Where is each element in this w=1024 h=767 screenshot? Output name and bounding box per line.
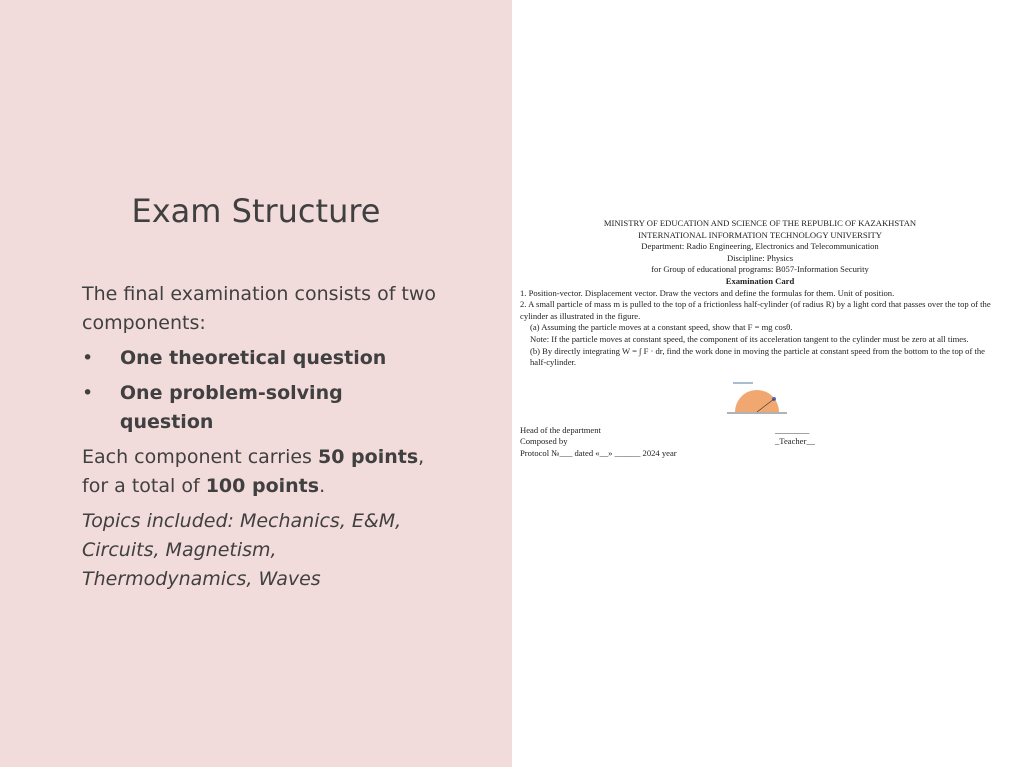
slide-title: Exam Structure	[131, 192, 381, 230]
points-text: Each component carries 50 points, for a total of 100 points.	[82, 446, 425, 497]
question-2b: (b) By directly integrating W = ∫ F · dr, find the work done in moving the particle at constant speed from the bottom to the top of the half-cylinder.	[530, 345, 985, 368]
topics-text: Topics included: Mechanics, E&M, Circuits, Magnetism, Thermodynamics, Waves	[82, 510, 402, 590]
signature-row: Head of the department ________	[520, 424, 810, 435]
card-header-line: for Group of educational programs: B057-Information Security	[651, 264, 869, 275]
card-header-line: Department: Radio Engineering, Electronics and Telecommunication	[641, 241, 879, 252]
intro-text: The final examination consists of two components:	[82, 283, 437, 334]
question-2a: (a) Assuming the particle moves at a constant speed, show that F = mg cosθ.	[530, 322, 793, 333]
protocol-line: Protocol №___ dated «__» ______ 2024 year	[520, 447, 677, 458]
card-header-line: Discipline: Physics	[726, 252, 794, 263]
card-title: Examination Card	[725, 275, 795, 286]
card-header-line: INTERNATIONAL INFORMATION TECHNOLOGY UNIVERSITY	[638, 229, 882, 240]
question-1: 1. Position-vector. Displacement vector. Draw the vectors and define the formulas for them. Unit of position.	[520, 287, 895, 298]
bullet-item: • One theoretical question	[82, 347, 387, 369]
half-cylinder-figure	[725, 375, 795, 417]
slide-body	[82, 280, 442, 600]
question-2: 2. A small particle of mass m is pulled to the top of a frictionless half-cylinder (of radius R) by a light cord that passes over the top of the cylinder as illustrated in the figure.	[520, 299, 991, 321]
examination-card-image	[520, 218, 1000, 460]
question-note: Note: If the particle moves at constant speed, the component of its acceleration tangent to the cylinder must be zero at all times.	[530, 333, 969, 344]
bullet-item: • One problem-solving question	[82, 382, 343, 433]
signature-row: Composed by _Teacher__	[520, 436, 815, 447]
card-header-line: MINISTRY OF EDUCATION AND SCIENCE OF THE REPUBLIC OF KAZAKHSTAN	[603, 218, 917, 228]
